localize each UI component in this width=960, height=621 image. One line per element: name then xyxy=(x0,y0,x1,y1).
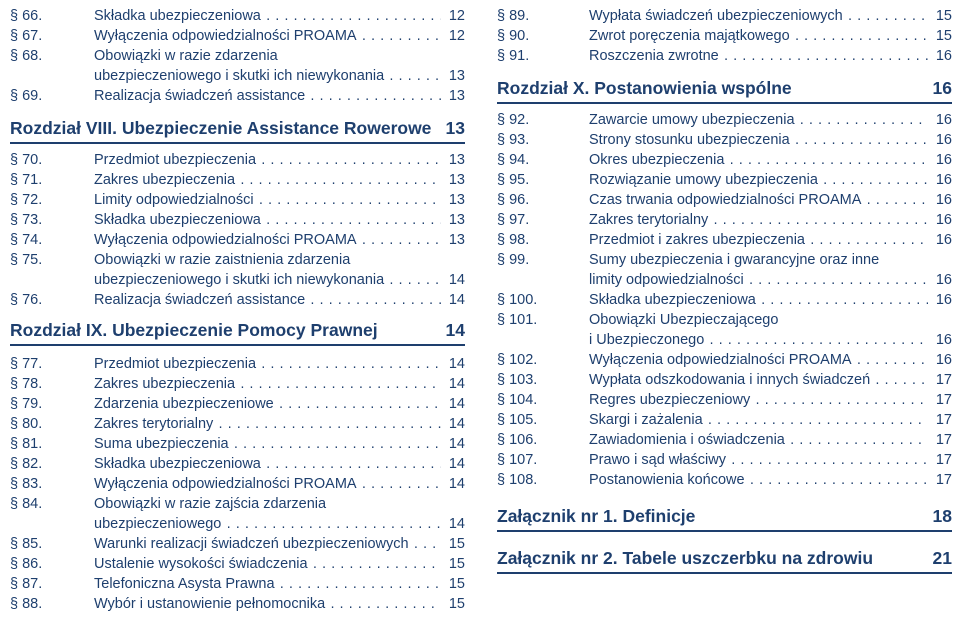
section-number: § 79. xyxy=(10,396,43,412)
dot-leader xyxy=(361,231,441,251)
toc-entry[interactable] xyxy=(10,170,465,190)
section-number: § 96. xyxy=(497,192,530,208)
section-number: § 85. xyxy=(10,536,43,552)
section-number: § 76. xyxy=(10,292,43,308)
entry-title-line: Zakres ubezpieczenia xyxy=(94,172,236,188)
entry-title-line: ubezpieczeniowego xyxy=(94,516,222,532)
entry-page-number: 16 xyxy=(935,48,952,64)
entry-title-line: Składka ubezpieczeniowa xyxy=(94,8,261,24)
section-number: § 86. xyxy=(10,556,43,572)
entry-page-number: 16 xyxy=(935,232,952,248)
entry-title-line: Zwrot poręczenia majątkowego xyxy=(589,28,790,44)
entry-page-number: 13 xyxy=(448,172,465,188)
section-number: § 72. xyxy=(10,192,43,208)
entry-page-number: 15 xyxy=(448,536,465,552)
section-number: § 83. xyxy=(10,476,43,492)
entry-page-number: 13 xyxy=(448,88,465,104)
chapter-page-number: 16 xyxy=(932,78,952,98)
entry-title-line: Składka ubezpieczeniowa xyxy=(589,292,756,308)
entry-page-number: 13 xyxy=(448,212,465,228)
dot-leader xyxy=(312,555,441,575)
entry-page-number: 14 xyxy=(448,356,465,372)
entry-page-number: 14 xyxy=(448,416,465,432)
section-number: § 80. xyxy=(10,416,43,432)
entry-title-line: Sumy ubezpieczenia i gwarancyjne oraz inne xyxy=(589,252,880,268)
section-number: § 95. xyxy=(497,172,530,188)
chapter-title: Rozdział X. Postanowienia wspólne xyxy=(497,78,792,98)
toc-entry[interactable] xyxy=(497,130,952,150)
entry-title-line: Przedmiot i zakres ubezpieczenia xyxy=(589,232,805,248)
toc-entry[interactable] xyxy=(497,390,952,410)
dot-leader xyxy=(225,515,441,535)
toc-entry[interactable] xyxy=(10,150,465,170)
entry-title-line: Obowiązki w razie zaistnienia zdarzenia xyxy=(94,252,351,268)
entry-page-number: 17 xyxy=(935,392,952,408)
entry-page-number: 15 xyxy=(448,576,465,592)
entry-title-line: Strony stosunku ubezpieczenia xyxy=(589,132,790,148)
entry-title-line: Limity odpowiedzialności xyxy=(94,192,254,208)
entry-title-line: Wypłata odszkodowania i innych świadczeń xyxy=(589,372,871,388)
toc-entry[interactable] xyxy=(497,410,952,430)
toc-entry[interactable] xyxy=(497,310,952,350)
toc-entry[interactable] xyxy=(10,434,465,454)
dot-leader xyxy=(712,211,928,231)
chapter-title: Rozdział IX. Ubezpieczenie Pomocy Prawnej xyxy=(10,320,378,340)
entry-title-line: Wypłata świadczeń ubezpieczeniowych xyxy=(589,8,843,24)
chapter-page-number: 13 xyxy=(445,118,465,138)
entry-page-number: 13 xyxy=(448,68,465,84)
entry-page-number: 17 xyxy=(935,412,952,428)
entry-page-number: 14 xyxy=(448,456,465,472)
entry-page-number: 16 xyxy=(935,172,952,188)
section-number: § 106. xyxy=(497,432,538,448)
toc-entry[interactable] xyxy=(497,150,952,170)
entry-page-number: 12 xyxy=(448,8,465,24)
toc-entry[interactable] xyxy=(10,190,465,210)
dot-leader xyxy=(258,191,441,211)
entry-title-line: Ustalenie wysokości świadczenia xyxy=(94,556,308,572)
dot-leader xyxy=(789,431,928,451)
dot-leader xyxy=(217,415,441,435)
entry-title-line: Postanowienia końcowe xyxy=(589,472,745,488)
section-number: § 84. xyxy=(10,496,43,512)
section-number: § 97. xyxy=(497,212,530,228)
chapter-title: Załącznik nr 1. Definicje xyxy=(497,506,696,526)
entry-title-line: Warunki realizacji świadczeń ubezpieczeniowych xyxy=(94,536,409,552)
entry-title-line: Zakres ubezpieczenia xyxy=(94,376,236,392)
toc-entry[interactable] xyxy=(497,470,952,490)
entry-title-line: Przedmiot ubezpieczenia xyxy=(94,356,257,372)
entry-page-number: 17 xyxy=(935,432,952,448)
section-number: § 104. xyxy=(497,392,538,408)
toc-entry[interactable] xyxy=(10,474,465,494)
entry-title-line: Telefoniczna Asysta Prawna xyxy=(94,576,275,592)
toc-entry[interactable] xyxy=(10,230,465,250)
toc-entry[interactable] xyxy=(497,290,952,310)
entry-page-number: 16 xyxy=(935,152,952,168)
section-number: § 77. xyxy=(10,356,43,372)
dot-leader xyxy=(748,271,928,291)
toc-entry[interactable] xyxy=(10,250,465,290)
chapter-page-number: 21 xyxy=(932,548,952,568)
section-number: § 94. xyxy=(497,152,530,168)
toc-entry[interactable] xyxy=(10,374,465,394)
dot-leader xyxy=(794,27,928,47)
dot-leader xyxy=(309,291,441,311)
dot-leader xyxy=(388,67,441,87)
entry-page-number: 16 xyxy=(935,272,952,288)
toc-entry[interactable] xyxy=(497,6,952,26)
toc-entry[interactable] xyxy=(10,574,465,594)
dot-leader xyxy=(822,171,928,191)
entry-page-number: 17 xyxy=(935,452,952,468)
entry-page-number: 14 xyxy=(448,476,465,492)
entry-title-line: Rozwiązanie umowy ubezpieczenia xyxy=(589,172,818,188)
dot-leader xyxy=(856,351,928,371)
section-number: § 98. xyxy=(497,232,530,248)
entry-page-number: 17 xyxy=(935,372,952,388)
dot-leader xyxy=(874,371,928,391)
toc-entry[interactable] xyxy=(10,414,465,434)
entry-title-line: Wyłączenia odpowiedzialności PROAMA xyxy=(94,28,357,44)
entry-title-line: Przedmiot ubezpieczenia xyxy=(94,152,257,168)
entry-page-number: 16 xyxy=(935,132,952,148)
dot-leader xyxy=(413,535,441,555)
chapter-heading[interactable] xyxy=(497,506,952,532)
toc-entry[interactable] xyxy=(10,6,465,26)
entry-title-line: Zawiadomienia i oświadczenia xyxy=(589,432,785,448)
entry-title-line: Zakres terytorialny xyxy=(94,416,214,432)
section-number: § 107. xyxy=(497,452,538,468)
toc-entry[interactable] xyxy=(10,494,465,534)
entry-page-number: 13 xyxy=(448,232,465,248)
toc-entry[interactable] xyxy=(497,370,952,390)
entry-page-number: 13 xyxy=(448,152,465,168)
dot-leader xyxy=(260,151,441,171)
entry-page-number: 14 xyxy=(448,516,465,532)
section-number: § 101. xyxy=(497,312,538,328)
entry-page-number: 13 xyxy=(448,192,465,208)
entry-title-line: Realizacja świadczeń assistance xyxy=(94,88,306,104)
chapter-heading[interactable] xyxy=(497,78,952,104)
dot-leader xyxy=(265,455,441,475)
entry-title-line: Prawo i sąd właściwy xyxy=(589,452,726,468)
entry-title-line: Wyłączenia odpowiedzialności PROAMA xyxy=(94,232,357,248)
dot-leader xyxy=(239,171,441,191)
entry-title-line: Zdarzenia ubezpieczeniowe xyxy=(94,396,274,412)
dot-leader xyxy=(361,475,441,495)
entry-page-number: 16 xyxy=(935,292,952,308)
section-number: § 105. xyxy=(497,412,538,428)
dot-leader xyxy=(847,7,928,27)
dot-leader xyxy=(799,111,928,131)
entry-title-line: Obowiązki w razie zajścia zdarzenia xyxy=(94,496,327,512)
toc-entry[interactable] xyxy=(497,46,952,66)
section-number: § 91. xyxy=(497,48,530,64)
entry-page-number: 15 xyxy=(935,28,952,44)
dot-leader xyxy=(329,595,441,615)
chapter-title: Rozdział VIII. Ubezpieczenie Assistance Rowerowe xyxy=(10,118,432,138)
entry-title-line: Suma ubezpieczenia xyxy=(94,436,229,452)
entry-page-number: 17 xyxy=(935,472,952,488)
dot-leader xyxy=(754,391,928,411)
dot-leader xyxy=(809,231,928,251)
section-number: § 89. xyxy=(497,8,530,24)
section-number: § 102. xyxy=(497,352,538,368)
dot-leader xyxy=(760,291,928,311)
toc-entry[interactable] xyxy=(10,354,465,374)
dot-leader xyxy=(361,27,441,47)
toc-entry[interactable] xyxy=(497,26,952,46)
toc-entry[interactable] xyxy=(497,230,952,250)
dot-leader xyxy=(794,131,928,151)
chapter-page-number: 18 xyxy=(932,506,952,526)
entry-page-number: 16 xyxy=(935,192,952,208)
toc-entry[interactable] xyxy=(497,170,952,190)
toc-entry[interactable] xyxy=(10,210,465,230)
dot-leader xyxy=(233,435,441,455)
entry-page-number: 16 xyxy=(935,212,952,228)
section-number: § 92. xyxy=(497,112,530,128)
toc-entry[interactable] xyxy=(497,110,952,130)
chapter-heading[interactable] xyxy=(497,548,952,574)
dot-leader xyxy=(265,7,441,27)
dot-leader xyxy=(265,211,441,231)
dot-leader xyxy=(749,471,928,491)
dot-leader xyxy=(865,191,928,211)
toc-entry[interactable] xyxy=(10,86,465,106)
entry-page-number: 14 xyxy=(448,272,465,288)
section-number: § 71. xyxy=(10,172,43,188)
section-number: § 69. xyxy=(10,88,43,104)
toc-entry[interactable] xyxy=(10,26,465,46)
entry-title-line: Składka ubezpieczeniowa xyxy=(94,212,261,228)
entry-title-line: Zawarcie umowy ubezpieczenia xyxy=(589,112,795,128)
entry-title-line: Realizacja świadczeń assistance xyxy=(94,292,306,308)
toc-entry[interactable] xyxy=(10,454,465,474)
dot-leader xyxy=(278,395,441,415)
entry-title-line: ubezpieczeniowego i skutki ich niewykonania xyxy=(94,68,385,84)
entry-title-line: limity odpowiedzialności xyxy=(589,272,744,288)
section-number: § 88. xyxy=(10,596,43,612)
dot-leader xyxy=(239,375,441,395)
entry-title-line: Czas trwania odpowiedzialności PROAMA xyxy=(589,192,862,208)
entry-title-line: Regres ubezpieczeniowy xyxy=(589,392,751,408)
dot-leader xyxy=(723,47,928,67)
entry-page-number: 14 xyxy=(448,396,465,412)
section-number: § 73. xyxy=(10,212,43,228)
entry-page-number: 15 xyxy=(448,596,465,612)
toc-entry[interactable] xyxy=(10,534,465,554)
entry-page-number: 16 xyxy=(935,352,952,368)
dot-leader xyxy=(309,87,441,107)
entry-page-number: 14 xyxy=(448,436,465,452)
toc-entry[interactable] xyxy=(10,46,465,86)
section-number: § 93. xyxy=(497,132,530,148)
entry-title-line: Obowiązki Ubezpieczającego xyxy=(589,312,779,328)
section-number: § 66. xyxy=(10,8,43,24)
entry-title-line: Obowiązki w razie zdarzenia xyxy=(94,48,278,64)
entry-title-line: Okres ubezpieczenia xyxy=(589,152,725,168)
dot-leader xyxy=(388,271,441,291)
dot-leader xyxy=(708,331,928,351)
chapter-heading[interactable] xyxy=(10,320,465,346)
toc-entry[interactable] xyxy=(497,210,952,230)
section-number: § 90. xyxy=(497,28,530,44)
dot-leader xyxy=(730,451,928,471)
section-number: § 103. xyxy=(497,372,538,388)
chapter-page-number: 14 xyxy=(445,320,465,340)
dot-leader xyxy=(728,151,928,171)
entry-title-line: Skargi i zażalenia xyxy=(589,412,703,428)
toc-entry[interactable] xyxy=(497,430,952,450)
toc-entry[interactable] xyxy=(10,394,465,414)
section-number: § 82. xyxy=(10,456,43,472)
toc-entry[interactable] xyxy=(497,250,952,290)
entry-title-line: Wyłączenia odpowiedzialności PROAMA xyxy=(589,352,852,368)
entry-title-line: Wyłączenia odpowiedzialności PROAMA xyxy=(94,476,357,492)
dot-leader xyxy=(707,411,928,431)
section-number: § 70. xyxy=(10,152,43,168)
entry-title-line: Roszczenia zwrotne xyxy=(589,48,719,64)
section-number: § 68. xyxy=(10,48,43,64)
entry-page-number: 16 xyxy=(935,332,952,348)
section-number: § 74. xyxy=(10,232,43,248)
entry-title-line: i Ubezpieczonego xyxy=(589,332,705,348)
entry-title-line: Zakres terytorialny xyxy=(589,212,709,228)
dot-leader xyxy=(260,355,441,375)
section-number: § 81. xyxy=(10,436,43,452)
toc-entry[interactable] xyxy=(10,290,465,310)
toc-entry[interactable] xyxy=(10,594,465,614)
section-number: § 67. xyxy=(10,28,43,44)
entry-page-number: 15 xyxy=(935,8,952,24)
section-number: § 99. xyxy=(497,252,530,268)
section-number: § 78. xyxy=(10,376,43,392)
toc-entry[interactable] xyxy=(497,190,952,210)
chapter-heading[interactable] xyxy=(10,118,465,144)
section-number: § 87. xyxy=(10,576,43,592)
entry-title-line: Składka ubezpieczeniowa xyxy=(94,456,261,472)
section-number: § 100. xyxy=(497,292,538,308)
section-number: § 108. xyxy=(497,472,538,488)
toc-entry[interactable] xyxy=(10,554,465,574)
dot-leader xyxy=(279,575,441,595)
entry-page-number: 15 xyxy=(448,556,465,572)
entry-page-number: 14 xyxy=(448,376,465,392)
toc-entry[interactable] xyxy=(497,450,952,470)
section-number: § 75. xyxy=(10,252,43,268)
entry-page-number: 14 xyxy=(448,292,465,308)
entry-title-line: Wybór i ustanowienie pełnomocnika xyxy=(94,596,326,612)
toc-entry[interactable] xyxy=(497,350,952,370)
chapter-title: Załącznik nr 2. Tabele uszczerbku na zdrowiu xyxy=(497,548,874,568)
entry-page-number: 12 xyxy=(448,28,465,44)
entry-title-line: ubezpieczeniowego i skutki ich niewykonania xyxy=(94,272,385,288)
entry-page-number: 16 xyxy=(935,112,952,128)
